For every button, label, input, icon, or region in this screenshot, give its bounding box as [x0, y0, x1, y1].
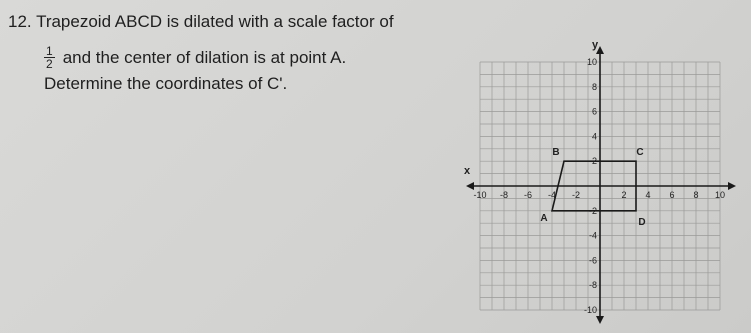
x-axis-arrow-right	[728, 182, 736, 190]
x-tick-label: -8	[499, 190, 509, 200]
x-tick-label: -2	[571, 190, 581, 200]
y-tick-label: -10	[583, 305, 597, 315]
problem-number: 12.	[8, 12, 32, 31]
y-tick-label: 8	[591, 81, 597, 92]
vertex-label-b: B	[552, 147, 560, 159]
x-tick-label: 8	[693, 190, 699, 200]
y-tick-label: -2	[588, 205, 597, 216]
tick-labels	[464, 39, 725, 315]
y-tick-label: 4	[591, 131, 597, 142]
x-tick-label: 2	[621, 190, 627, 200]
question-text: Determine the coordinates of C'.	[44, 74, 288, 93]
y-tick-label: 6	[591, 106, 597, 117]
x-axis-label: x	[464, 165, 471, 177]
fraction-numerator: 1	[46, 44, 53, 58]
problem-text-2: and the center of dilation is at point A.	[62, 47, 347, 67]
x-tick-label: -4	[547, 190, 557, 200]
vertex-label-c: C	[636, 147, 644, 159]
y-tick-label: 2	[591, 156, 597, 167]
x-tick-label: 6	[669, 190, 675, 200]
x-tick-label: 4	[645, 190, 651, 200]
y-axis-arrow-down	[596, 316, 604, 324]
axes	[466, 46, 736, 324]
y-axis-label: y	[592, 39, 599, 51]
fraction-denominator: 2	[46, 57, 53, 71]
x-tick-label: -10	[473, 190, 487, 200]
y-tick-label: -4	[588, 230, 597, 241]
y-tick-label: 10	[586, 57, 597, 67]
vertex-label-a: A	[540, 212, 548, 224]
x-axis-arrow-left	[466, 182, 474, 190]
problem-text-1: Trapezoid ABCD is dilated with a scale factor of	[36, 12, 394, 31]
x-tick-label: 10	[714, 190, 726, 200]
y-tick-label: -8	[588, 280, 597, 291]
x-tick-label: -6	[523, 190, 533, 200]
y-tick-label: -6	[588, 255, 597, 266]
vertex-label-d: D	[638, 216, 646, 228]
